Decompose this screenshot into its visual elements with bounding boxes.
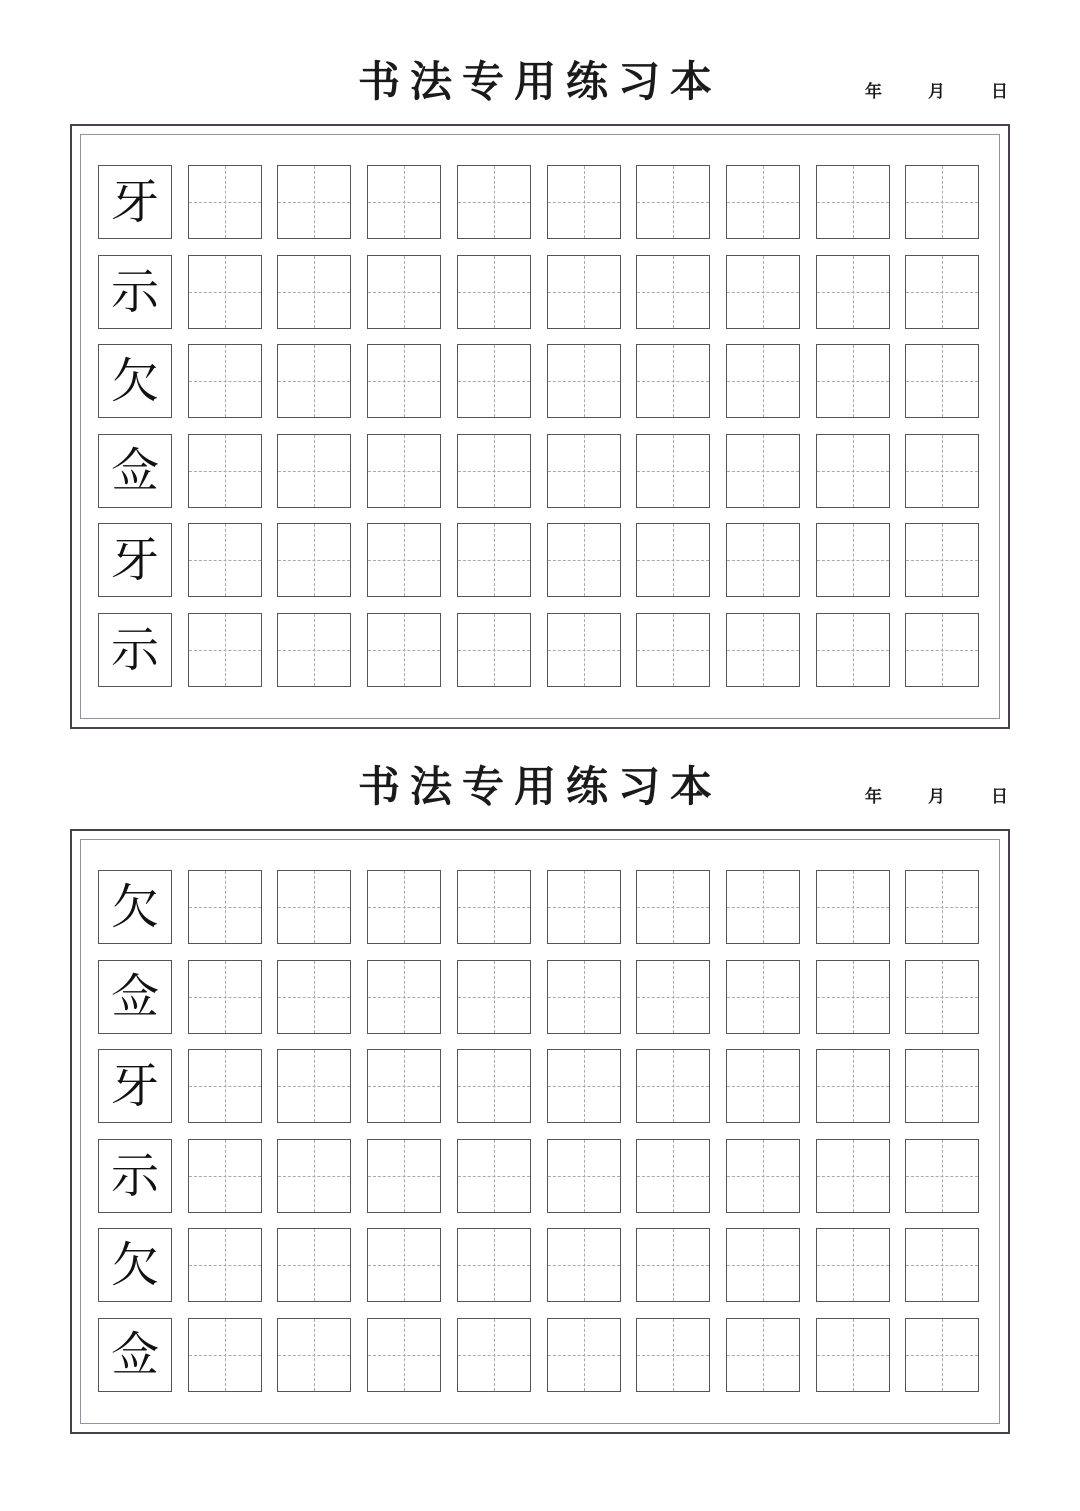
practice-square — [457, 1318, 531, 1392]
practice-square — [277, 960, 351, 1034]
model-character: 佥 — [110, 443, 159, 499]
practice-square — [905, 1228, 979, 1302]
horizontal-guide-line — [906, 471, 978, 472]
horizontal-guide-line — [727, 1086, 799, 1087]
horizontal-guide-line — [727, 907, 799, 908]
horizontal-guide-line — [189, 1265, 261, 1266]
horizontal-guide-line — [906, 1176, 978, 1177]
practice-square — [905, 1139, 979, 1213]
practice-sheet-1 — [0, 0, 1080, 700]
horizontal-guide-line — [278, 1086, 350, 1087]
horizontal-guide-line — [458, 1086, 530, 1087]
practice-square — [636, 1318, 710, 1392]
horizontal-guide-line — [817, 907, 889, 908]
horizontal-guide-line — [548, 1265, 620, 1266]
practice-square — [277, 1049, 351, 1123]
practice-square — [277, 434, 351, 508]
model-character: 示 — [110, 622, 159, 678]
horizontal-guide-line — [458, 471, 530, 472]
practice-square — [905, 523, 979, 597]
model-character: 欠 — [110, 353, 159, 409]
horizontal-guide-line — [637, 1176, 709, 1177]
practice-square — [367, 255, 441, 329]
horizontal-guide-line — [278, 292, 350, 293]
practice-grid — [98, 165, 980, 689]
horizontal-guide-line — [189, 202, 261, 203]
practice-square — [367, 434, 441, 508]
practice-square — [457, 1139, 531, 1213]
horizontal-guide-line — [817, 471, 889, 472]
practice-square — [905, 960, 979, 1034]
practice-square — [547, 165, 621, 239]
horizontal-guide-line — [817, 1086, 889, 1087]
horizontal-guide-line — [189, 650, 261, 651]
practice-square — [367, 870, 441, 944]
horizontal-guide-line — [548, 1355, 620, 1356]
horizontal-guide-line — [278, 907, 350, 908]
practice-square — [457, 344, 531, 418]
horizontal-guide-line — [637, 202, 709, 203]
practice-square — [636, 523, 710, 597]
practice-square — [188, 1228, 262, 1302]
model-character: 示 — [110, 1148, 159, 1204]
practice-square — [636, 870, 710, 944]
practice-square — [905, 1049, 979, 1123]
model-character: 佥 — [110, 1327, 159, 1383]
horizontal-guide-line — [278, 650, 350, 651]
date-year-label: 年 — [865, 787, 882, 807]
horizontal-guide-line — [548, 292, 620, 293]
practice-square — [816, 870, 890, 944]
practice-square — [367, 1049, 441, 1123]
practice-square — [188, 434, 262, 508]
practice-square — [905, 613, 979, 687]
horizontal-guide-line — [906, 560, 978, 561]
horizontal-guide-line — [548, 997, 620, 998]
model-character-cell — [98, 165, 172, 239]
practice-square — [277, 344, 351, 418]
date-month-label: 月 — [928, 787, 945, 807]
horizontal-guide-line — [189, 1355, 261, 1356]
horizontal-guide-line — [817, 1355, 889, 1356]
practice-square — [547, 613, 621, 687]
practice-square — [188, 165, 262, 239]
practice-square — [636, 255, 710, 329]
model-character: 牙 — [110, 532, 159, 588]
practice-square — [816, 165, 890, 239]
horizontal-guide-line — [548, 381, 620, 382]
model-character-cell — [98, 1228, 172, 1302]
practice-square — [726, 255, 800, 329]
horizontal-guide-line — [368, 1355, 440, 1356]
practice-square — [726, 434, 800, 508]
model-character-cell — [98, 1318, 172, 1392]
horizontal-guide-line — [906, 650, 978, 651]
practice-square — [457, 960, 531, 1034]
practice-square — [367, 1318, 441, 1392]
date-month-label: 月 — [928, 82, 945, 102]
practice-square — [188, 344, 262, 418]
horizontal-guide-line — [458, 202, 530, 203]
practice-square — [188, 523, 262, 597]
model-character-cell — [98, 344, 172, 418]
practice-square — [636, 613, 710, 687]
model-character-cell — [98, 613, 172, 687]
practice-square — [547, 1228, 621, 1302]
practice-square — [188, 870, 262, 944]
horizontal-guide-line — [458, 381, 530, 382]
horizontal-guide-line — [458, 997, 530, 998]
practice-square — [816, 434, 890, 508]
model-character-cell — [98, 960, 172, 1034]
practice-square — [277, 870, 351, 944]
practice-square — [277, 613, 351, 687]
model-character-cell — [98, 1049, 172, 1123]
practice-square — [547, 960, 621, 1034]
practice-square — [367, 1139, 441, 1213]
practice-square — [636, 1228, 710, 1302]
horizontal-guide-line — [368, 650, 440, 651]
horizontal-guide-line — [548, 1176, 620, 1177]
horizontal-guide-line — [637, 907, 709, 908]
horizontal-guide-line — [727, 202, 799, 203]
practice-square — [905, 255, 979, 329]
horizontal-guide-line — [906, 1086, 978, 1087]
practice-square — [816, 523, 890, 597]
practice-sheet-2 — [0, 705, 1080, 1405]
horizontal-guide-line — [189, 1086, 261, 1087]
horizontal-guide-line — [278, 1265, 350, 1266]
practice-square — [367, 165, 441, 239]
horizontal-guide-line — [368, 381, 440, 382]
practice-square — [547, 870, 621, 944]
horizontal-guide-line — [548, 907, 620, 908]
horizontal-guide-line — [817, 202, 889, 203]
horizontal-guide-line — [278, 997, 350, 998]
model-character: 欠 — [110, 1237, 159, 1293]
model-character: 牙 — [110, 174, 159, 230]
practice-square — [726, 165, 800, 239]
horizontal-guide-line — [458, 1265, 530, 1266]
horizontal-guide-line — [727, 997, 799, 998]
practice-square — [367, 523, 441, 597]
horizontal-guide-line — [637, 1355, 709, 1356]
practice-square — [188, 960, 262, 1034]
practice-square — [816, 613, 890, 687]
practice-square — [905, 1318, 979, 1392]
horizontal-guide-line — [548, 202, 620, 203]
model-character-cell — [98, 870, 172, 944]
horizontal-guide-line — [906, 997, 978, 998]
horizontal-guide-line — [189, 560, 261, 561]
horizontal-guide-line — [368, 1086, 440, 1087]
horizontal-guide-line — [906, 1265, 978, 1266]
horizontal-guide-line — [368, 471, 440, 472]
practice-square — [726, 1318, 800, 1392]
horizontal-guide-line — [637, 381, 709, 382]
model-character-cell — [98, 255, 172, 329]
horizontal-guide-line — [906, 907, 978, 908]
sheet-title: 书法专用练习本 — [357, 762, 722, 811]
horizontal-guide-line — [189, 907, 261, 908]
practice-square — [816, 960, 890, 1034]
practice-square — [547, 1318, 621, 1392]
horizontal-guide-line — [727, 560, 799, 561]
horizontal-guide-line — [817, 1265, 889, 1266]
model-character: 示 — [110, 264, 159, 320]
model-character-cell — [98, 523, 172, 597]
horizontal-guide-line — [817, 1176, 889, 1177]
practice-square — [816, 1139, 890, 1213]
horizontal-guide-line — [637, 471, 709, 472]
practice-square — [636, 434, 710, 508]
date-day-label: 日 — [991, 82, 1008, 102]
practice-square — [636, 1139, 710, 1213]
horizontal-guide-line — [189, 381, 261, 382]
practice-square — [726, 613, 800, 687]
practice-square — [905, 870, 979, 944]
horizontal-guide-line — [368, 1176, 440, 1177]
horizontal-guide-line — [637, 997, 709, 998]
practice-square — [457, 1228, 531, 1302]
practice-square — [367, 613, 441, 687]
practice-square — [547, 1139, 621, 1213]
horizontal-guide-line — [548, 560, 620, 561]
practice-square — [457, 255, 531, 329]
horizontal-guide-line — [458, 650, 530, 651]
horizontal-guide-line — [637, 560, 709, 561]
horizontal-guide-line — [727, 650, 799, 651]
horizontal-guide-line — [368, 907, 440, 908]
horizontal-guide-line — [637, 1086, 709, 1087]
practice-square — [188, 1318, 262, 1392]
horizontal-guide-line — [906, 381, 978, 382]
practice-square — [636, 165, 710, 239]
practice-square — [188, 255, 262, 329]
horizontal-guide-line — [278, 471, 350, 472]
practice-square — [816, 1318, 890, 1392]
practice-square — [457, 870, 531, 944]
date-year-label: 年 — [865, 82, 882, 102]
horizontal-guide-line — [458, 1176, 530, 1177]
practice-square — [277, 1228, 351, 1302]
practice-square — [726, 1049, 800, 1123]
horizontal-guide-line — [189, 997, 261, 998]
practice-square — [188, 613, 262, 687]
practice-square — [188, 1139, 262, 1213]
horizontal-guide-line — [906, 202, 978, 203]
practice-square — [726, 344, 800, 418]
practice-square — [457, 613, 531, 687]
practice-square — [367, 960, 441, 1034]
horizontal-guide-line — [906, 292, 978, 293]
horizontal-guide-line — [727, 471, 799, 472]
horizontal-guide-line — [548, 471, 620, 472]
practice-square — [636, 1049, 710, 1123]
practice-square — [277, 523, 351, 597]
practice-square — [726, 523, 800, 597]
horizontal-guide-line — [727, 292, 799, 293]
practice-square — [547, 1049, 621, 1123]
practice-square — [457, 434, 531, 508]
model-character-cell — [98, 1139, 172, 1213]
horizontal-guide-line — [458, 560, 530, 561]
practice-square — [457, 1049, 531, 1123]
practice-square — [905, 344, 979, 418]
horizontal-guide-line — [727, 1176, 799, 1177]
horizontal-guide-line — [189, 292, 261, 293]
practice-square — [547, 434, 621, 508]
horizontal-guide-line — [458, 292, 530, 293]
horizontal-guide-line — [278, 1355, 350, 1356]
practice-square — [636, 344, 710, 418]
horizontal-guide-line — [368, 1265, 440, 1266]
practice-square — [905, 165, 979, 239]
practice-square — [367, 1228, 441, 1302]
practice-square — [277, 255, 351, 329]
practice-square — [816, 1049, 890, 1123]
horizontal-guide-line — [458, 907, 530, 908]
practice-square — [188, 1049, 262, 1123]
horizontal-guide-line — [368, 560, 440, 561]
horizontal-guide-line — [278, 202, 350, 203]
horizontal-guide-line — [548, 1086, 620, 1087]
practice-square — [277, 1318, 351, 1392]
practice-square — [726, 960, 800, 1034]
horizontal-guide-line — [906, 1355, 978, 1356]
horizontal-guide-line — [637, 650, 709, 651]
practice-square — [726, 1228, 800, 1302]
horizontal-guide-line — [817, 560, 889, 561]
horizontal-guide-line — [637, 292, 709, 293]
practice-square — [726, 870, 800, 944]
date-day-label: 日 — [991, 787, 1008, 807]
practice-square — [457, 523, 531, 597]
horizontal-guide-line — [727, 1355, 799, 1356]
model-character: 欠 — [110, 879, 159, 935]
practice-square — [816, 344, 890, 418]
model-character-cell — [98, 434, 172, 508]
practice-square — [636, 960, 710, 1034]
horizontal-guide-line — [368, 292, 440, 293]
practice-square — [367, 344, 441, 418]
horizontal-guide-line — [637, 1265, 709, 1266]
practice-square — [816, 255, 890, 329]
practice-square — [277, 165, 351, 239]
horizontal-guide-line — [458, 1355, 530, 1356]
horizontal-guide-line — [278, 381, 350, 382]
horizontal-guide-line — [189, 1176, 261, 1177]
model-character: 牙 — [110, 1058, 159, 1114]
horizontal-guide-line — [368, 997, 440, 998]
horizontal-guide-line — [727, 381, 799, 382]
horizontal-guide-line — [727, 1265, 799, 1266]
sheet-title: 书法专用练习本 — [357, 57, 722, 106]
practice-square — [277, 1139, 351, 1213]
practice-square — [547, 344, 621, 418]
practice-grid — [98, 870, 980, 1394]
practice-square — [547, 523, 621, 597]
horizontal-guide-line — [278, 1176, 350, 1177]
practice-square — [816, 1228, 890, 1302]
horizontal-guide-line — [817, 381, 889, 382]
practice-square — [726, 1139, 800, 1213]
model-character: 佥 — [110, 969, 159, 1025]
horizontal-guide-line — [817, 997, 889, 998]
horizontal-guide-line — [817, 650, 889, 651]
horizontal-guide-line — [189, 471, 261, 472]
horizontal-guide-line — [817, 292, 889, 293]
practice-square — [457, 165, 531, 239]
practice-square — [547, 255, 621, 329]
horizontal-guide-line — [548, 650, 620, 651]
practice-square — [905, 434, 979, 508]
horizontal-guide-line — [368, 202, 440, 203]
horizontal-guide-line — [278, 560, 350, 561]
